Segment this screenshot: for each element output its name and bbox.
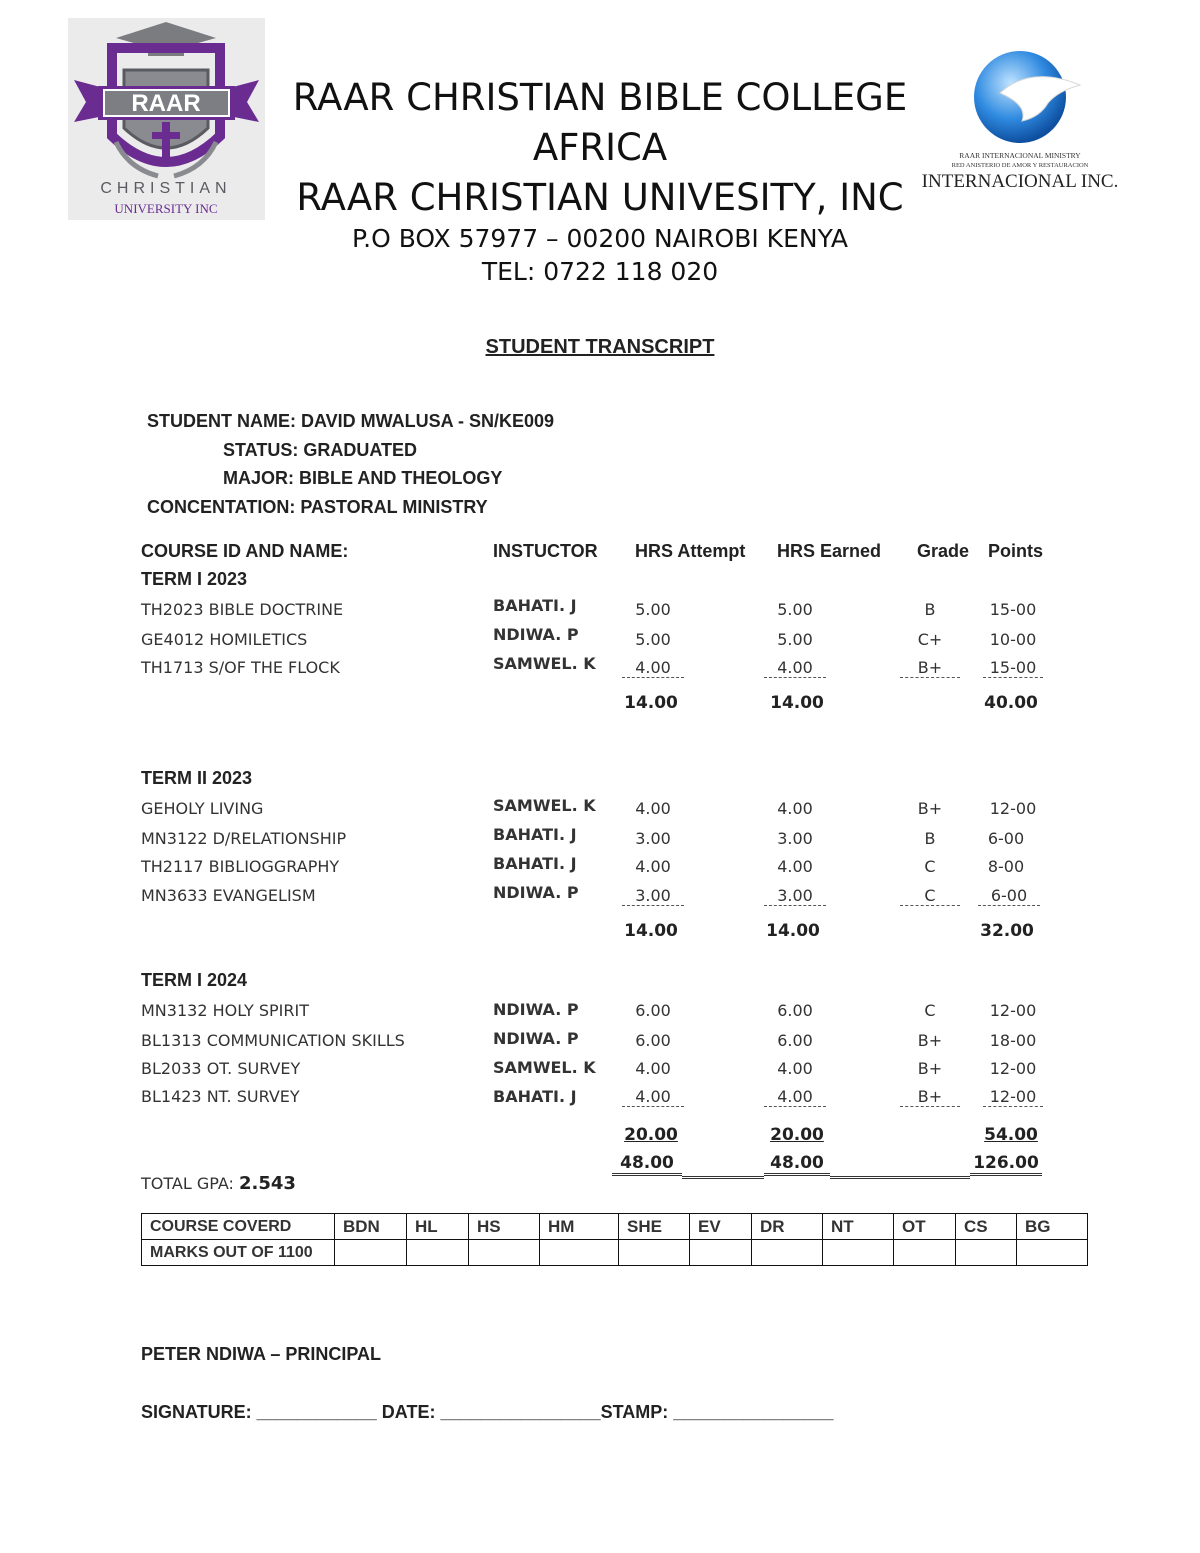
course-name: TH2023 BIBLE DOCTRINE [141, 600, 344, 619]
total-rule-segment [682, 1153, 764, 1179]
course-name: MN3132 HOLY SPIRIT [141, 1001, 309, 1020]
instructor-name: NDIWA. P [493, 1000, 579, 1019]
col-course: COURSE ID AND NAME: [141, 541, 349, 561]
points: 18-00 [989, 1031, 1037, 1050]
grade: B+ [917, 1031, 943, 1050]
marks-cell [335, 1240, 407, 1266]
hrs-attempt: 3.00 [622, 886, 684, 906]
svg-text:UNIVERSITY INC: UNIVERSITY INC [114, 201, 218, 216]
globe-dove-logo [921, 45, 1119, 195]
points: 12-00 [989, 1059, 1037, 1078]
term-total-points: 32.00 [980, 921, 1034, 941]
hrs-attempt: 4.00 [635, 857, 671, 876]
course-name: MN3633 EVANGELISM [141, 886, 316, 905]
college-country: AFRICA [532, 126, 668, 169]
marks-cell [752, 1240, 823, 1266]
svg-text:RED ANISTERIO DE AMOR Y RESTAU: RED ANISTERIO DE AMOR Y RESTAURACION [951, 162, 1089, 169]
gpa-value: 2.543 [239, 1173, 296, 1194]
points: 12-00 [983, 1087, 1043, 1107]
grade: C [900, 886, 960, 906]
marks-cell [956, 1240, 1017, 1266]
term-total-earned: 14.00 [766, 921, 820, 941]
student-status: STATUS: GRADUATED [223, 440, 417, 460]
row-label-marks: MARKS OUT OF 1100 [142, 1240, 335, 1266]
course-name: TH2117 BIBLIOGGRAPHY [141, 857, 340, 876]
term-heading: TERM II 2023 [141, 768, 253, 788]
instructor-name: BAHATI. J [493, 854, 577, 873]
student-name: STUDENT NAME: DAVID MWALUSA - SN/KE009 [147, 411, 555, 431]
grade: B+ [900, 1087, 960, 1107]
student-concentration: CONCENTATION: PASTORAL MINISTRY [147, 497, 488, 517]
principal-name: PETER NDIWA – PRINCIPAL [141, 1344, 382, 1364]
points: 15-00 [989, 600, 1037, 619]
course-code: DR [752, 1214, 823, 1240]
grand-total-earned: 48.00 [764, 1153, 830, 1176]
student-major: MAJOR: BIBLE AND THEOLOGY [223, 468, 503, 488]
marks-cell [894, 1240, 956, 1266]
grade: B+ [900, 658, 960, 678]
points: 12-00 [989, 1001, 1037, 1020]
term-total-points: 40.00 [984, 693, 1038, 713]
course-name: BL2033 OT. SURVEY [141, 1059, 301, 1078]
grade: C [924, 857, 936, 876]
course-code: CS [956, 1214, 1017, 1240]
grade: C+ [917, 630, 943, 649]
grand-total-attempt: 48.00 [612, 1153, 682, 1176]
hrs-attempt: 6.00 [635, 1031, 671, 1050]
hrs-earned: 4.00 [777, 1059, 813, 1078]
course-code: BDN [335, 1214, 407, 1240]
term-total-attempt: 14.00 [624, 921, 678, 941]
hrs-attempt: 3.00 [635, 829, 671, 848]
signature-line: SIGNATURE: ____________ DATE: ________________STAMP: ________________ [141, 1402, 834, 1422]
marks-cell [540, 1240, 619, 1266]
hrs-attempt: 4.00 [622, 658, 684, 678]
instructor-name: NDIWA. P [493, 625, 579, 644]
points: 15-00 [983, 658, 1043, 678]
hrs-earned: 3.00 [777, 829, 813, 848]
table-row [142, 1240, 1088, 1266]
hrs-attempt: 4.00 [622, 1087, 684, 1107]
course-code: BG [1017, 1214, 1088, 1240]
grade: B [924, 600, 936, 619]
course-code: HS [469, 1214, 540, 1240]
grade: B [924, 829, 936, 848]
hrs-attempt: 4.00 [635, 799, 671, 818]
hrs-attempt: 5.00 [635, 600, 671, 619]
page-title: STUDENT TRANSCRIPT [485, 336, 715, 358]
svg-text:CHRISTIAN: CHRISTIAN [100, 180, 232, 197]
hrs-attempt: 4.00 [635, 1059, 671, 1078]
marks-table [141, 1213, 1088, 1266]
grand-total-points: 126.00 [970, 1153, 1042, 1176]
course-name: BL1423 NT. SURVEY [141, 1087, 300, 1106]
hrs-earned: 3.00 [764, 886, 826, 906]
term-total-attempt: 14.00 [624, 693, 678, 713]
col-instructor: INSTUCTOR [493, 541, 598, 561]
hrs-earned: 4.00 [777, 857, 813, 876]
points: 8-00 [987, 857, 1025, 876]
instructor-name: BAHATI. J [493, 596, 577, 615]
instructor-name: SAMWEL. K [493, 654, 596, 673]
grade: C [924, 1001, 936, 1020]
hrs-attempt: 6.00 [635, 1001, 671, 1020]
marks-cell [407, 1240, 469, 1266]
total-rule-segment [830, 1153, 970, 1179]
row-label-courses: COURSE COVERD [142, 1214, 335, 1240]
col-hrs-attempt: HRS Attempt [635, 541, 746, 561]
points: 12-00 [989, 799, 1037, 818]
hrs-earned: 4.00 [764, 658, 826, 678]
instructor-name: BAHATI. J [493, 1087, 577, 1106]
instructor-name: SAMWEL. K [493, 796, 596, 815]
svg-text:RAAR INTERNACIONAL MINISTRY: RAAR INTERNACIONAL MINISTRY [959, 151, 1081, 160]
instructor-name: NDIWA. P [493, 883, 579, 902]
course-code: OT [894, 1214, 956, 1240]
gpa-label: TOTAL GPA: [141, 1174, 234, 1193]
svg-text:INTERNACIONAL INC.: INTERNACIONAL INC. [921, 171, 1119, 192]
course-code: HL [407, 1214, 469, 1240]
marks-cell [1017, 1240, 1088, 1266]
marks-cell [690, 1240, 752, 1266]
term-total-attempt: 20.00 [624, 1125, 678, 1145]
hrs-earned: 6.00 [777, 1001, 813, 1020]
hrs-earned: 5.00 [777, 630, 813, 649]
col-hrs-earned: HRS Earned [777, 541, 882, 561]
hrs-attempt: 5.00 [635, 630, 671, 649]
course-name: MN3122 D/RELATIONSHIP [141, 829, 347, 848]
hrs-earned: 4.00 [764, 1087, 826, 1107]
term-heading: TERM I 2023 [141, 569, 248, 589]
instructor-name: NDIWA. P [493, 1029, 579, 1048]
course-code: HM [540, 1214, 619, 1240]
postal-address: P.O BOX 57977 – 00200 NAIROBI KENYA [351, 224, 849, 253]
grade: B+ [917, 1059, 943, 1078]
course-code: NT [823, 1214, 894, 1240]
instructor-name: SAMWEL. K [493, 1058, 596, 1077]
course-code: SHE [619, 1214, 690, 1240]
marks-cell [469, 1240, 540, 1266]
term-total-points: 54.00 [984, 1125, 1038, 1145]
hrs-earned: 6.00 [777, 1031, 813, 1050]
course-name: BL1313 COMMUNICATION SKILLS [141, 1031, 405, 1050]
grade: B+ [917, 799, 943, 818]
globe-dove-icon [921, 45, 1119, 195]
hrs-earned: 4.00 [777, 799, 813, 818]
course-code: EV [690, 1214, 752, 1240]
term-heading: TERM I 2024 [141, 970, 248, 990]
marks-cell [823, 1240, 894, 1266]
points: 10-00 [989, 630, 1037, 649]
term-total-earned: 14.00 [770, 693, 824, 713]
college-name: RAAR CHRISTIAN BIBLE COLLEGE [292, 76, 908, 119]
course-name: TH1713 S/OF THE FLOCK [141, 658, 340, 677]
marks-cell [619, 1240, 690, 1266]
course-name: GE4012 HOMILETICS [141, 630, 308, 649]
term-total-earned: 20.00 [770, 1125, 824, 1145]
course-name: GEHOLY LIVING [141, 799, 264, 818]
points: 6-00 [978, 886, 1040, 906]
university-name: RAAR CHRISTIAN UNIVESITY, INC [296, 176, 904, 219]
instructor-name: BAHATI. J [493, 825, 577, 844]
gpa-line [141, 1173, 296, 1194]
points: 6-00 [987, 829, 1025, 848]
table-row [142, 1214, 1088, 1240]
col-grade: Grade [917, 541, 970, 561]
col-points: Points [988, 541, 1044, 561]
hrs-earned: 5.00 [777, 600, 813, 619]
telephone: TEL: 0722 118 020 [481, 257, 719, 286]
svg-text:RAAR: RAAR [131, 90, 201, 117]
